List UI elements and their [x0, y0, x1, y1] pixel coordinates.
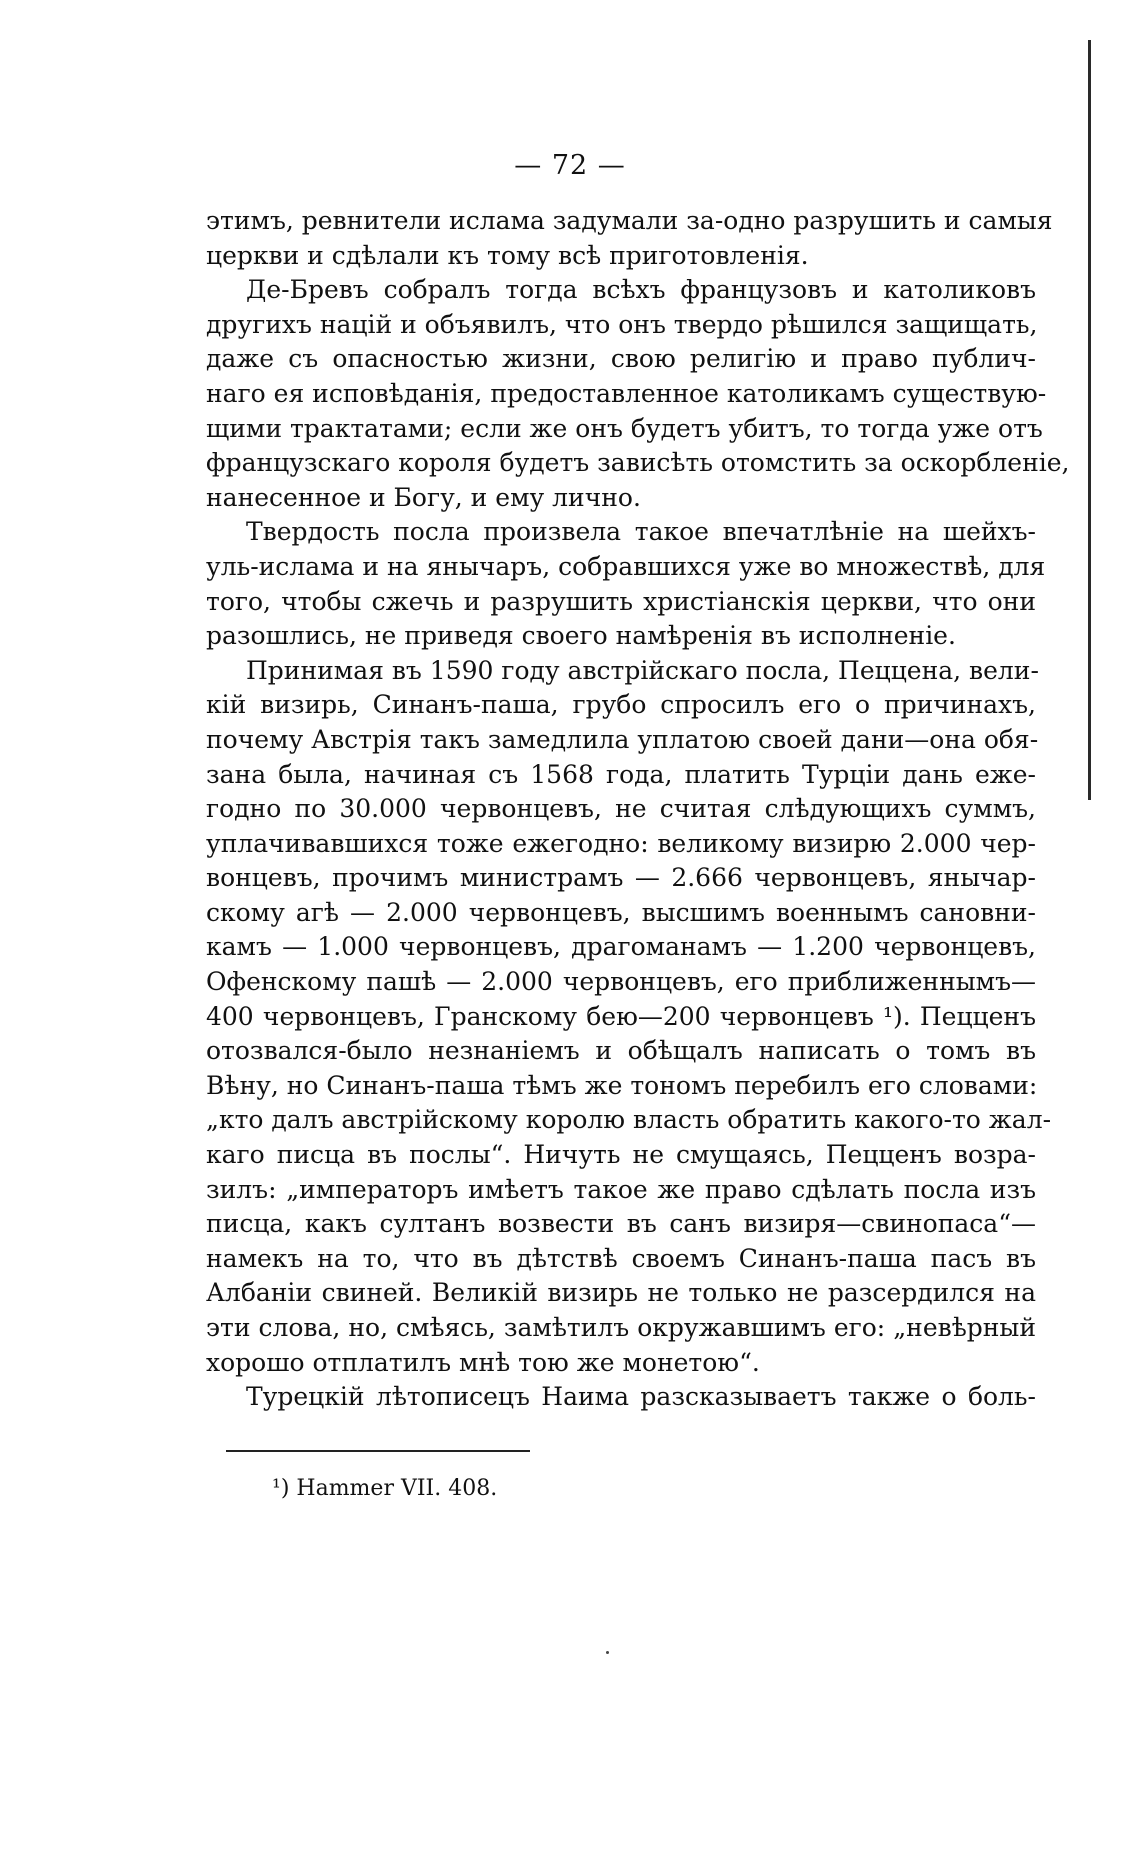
text-line: разошлись, не приведя своего намѣренія въ исполненіе.: [206, 621, 956, 651]
text-line: щими трактатами; если же онъ будетъ убитъ, то тогда уже отъ: [206, 413, 1043, 443]
text-line: Твердость посла произвела такое впечатлѣніе на шейхъ-: [246, 517, 1036, 547]
text-line: Албаніи свиней. Великій визирь не только не разсердился на: [206, 1278, 1036, 1308]
text-line: зилъ: „императоръ имѣетъ такое же право сдѣлать посла изъ: [206, 1174, 1036, 1204]
text-line: намекъ на то, что въ дѣтствѣ своемъ Синанъ-паша пасъ въ: [206, 1243, 1036, 1273]
text-line: хорошо отплатилъ мнѣ тою же монетою“.: [206, 1347, 760, 1377]
text-line: камъ — 1.000 червонцевъ, драгоманамъ — 1.200 червонцевъ,: [206, 932, 1036, 962]
text-line: того, чтобы сжечь и разрушить христіанскія церкви, что они: [206, 586, 1036, 616]
text-line: даже съ опасностью жизни, свою религію и право публич-: [206, 344, 1036, 374]
text-line: писца, какъ султанъ возвести въ санъ визиря—свинопаса“—: [206, 1209, 1036, 1239]
text-line: наго ея исповѣданія, предоставленное католикамъ существую-: [206, 378, 1047, 408]
text-line: французскаго короля будетъ зависѣть отомстить за оскорбленіе,: [206, 448, 1070, 478]
speck-mark: [606, 1651, 609, 1654]
text-line: церкви и сдѣлали къ тому всѣ приготовленія.: [206, 240, 809, 270]
text-line: Вѣну, но Синанъ-паша тѣмъ же тономъ перебилъ его словами:: [206, 1070, 1038, 1100]
page-number: — 72 —: [514, 150, 626, 181]
text-line: зана была, начиная съ 1568 года, платить Турціи дань еже-: [206, 759, 1036, 789]
text-line: Турецкій лѣтописецъ Наима разсказываетъ также о боль-: [246, 1382, 1036, 1412]
text-line: отозвался-было незнаніемъ и обѣщалъ написать о томъ въ: [206, 1036, 1036, 1066]
text-line: эти слова, но, смѣясь, замѣтилъ окружавшимъ его: „невѣрный: [206, 1313, 1036, 1342]
footnote: ¹) Hammer VII. 408.: [272, 1476, 498, 1501]
text-line: Принимая въ 1590 году австрійскаго посла, Пеццена, вели-: [246, 655, 1039, 685]
text-line: каго писца въ послы“. Ничуть не смущаясь, Пецценъ возра-: [206, 1140, 1036, 1170]
text-line: почему Австрія такъ замедлила уплатою своей дани—она обя-: [206, 724, 1039, 754]
text-line: скому агѣ — 2.000 червонцевъ, высшимъ военнымъ сановни-: [206, 897, 1036, 927]
text-line: кій визирь, Синанъ-паша, грубо спросилъ его о причинахъ,: [206, 690, 1036, 720]
text-line: „кто далъ австрійскому королю власть обратить какого-то жал-: [206, 1105, 1052, 1135]
text-line: нанесенное и Богу, и ему лично.: [206, 482, 641, 512]
text-line: этимъ, ревнители ислама задумали за-одно разрушить и самыя: [206, 206, 1053, 235]
main-text: [206, 204, 1070, 1415]
text-line: годно по 30.000 червонцевъ, не считая слѣдующихъ суммъ,: [206, 794, 1036, 824]
footnote-separator: [226, 1450, 530, 1452]
text-line: уль-ислама и на янычаръ, собравшихся уже во множествѣ, для: [206, 551, 1046, 581]
text-line: вонцевъ, прочимъ министрамъ — 2.666 червонцевъ, янычар-: [206, 863, 1036, 893]
text-line: Офенскому пашѣ — 2.000 червонцевъ, его приближеннымъ—: [206, 967, 1036, 997]
text-line: 400 червонцевъ, Гранскому бею—200 червонцевъ ¹). Пецценъ: [206, 1001, 1036, 1031]
text-line: другихъ націй и объявилъ, что онъ твердо рѣшился защищать,: [206, 309, 1038, 339]
text-line: уплачивавшихся тоже ежегодно: великому визирю 2.000 чер-: [206, 828, 1036, 858]
text-line: Де-Бревъ собралъ тогда всѣхъ французовъ и католиковъ: [246, 275, 1036, 305]
